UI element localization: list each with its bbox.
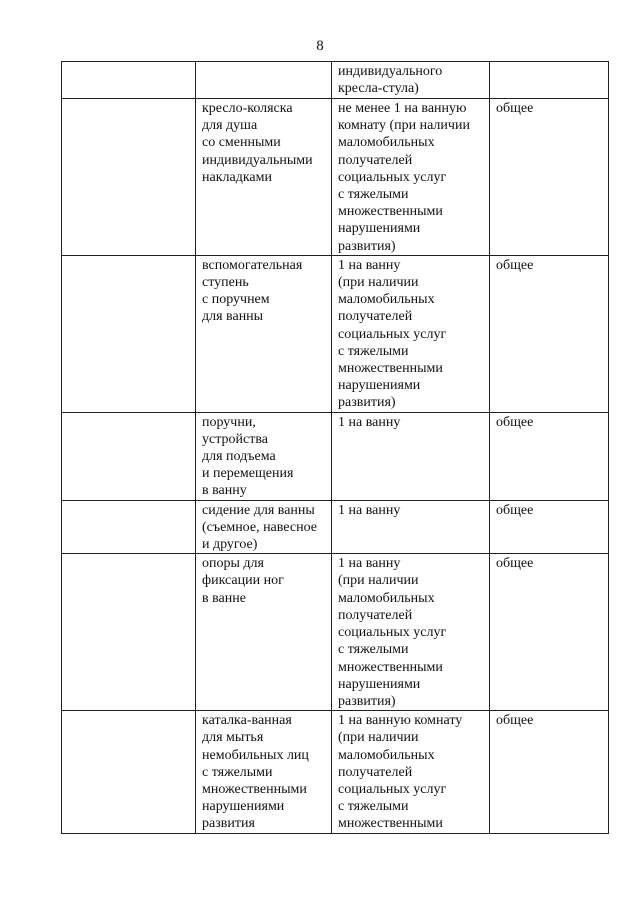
- table-row: [62, 255, 609, 412]
- table-cell-quantity: 1 на ванну: [332, 500, 490, 554]
- table-cell-item: [196, 62, 332, 99]
- equipment-table: [61, 61, 609, 834]
- table-cell-empty: [62, 554, 196, 711]
- table-cell-quantity: 1 на ванну: [332, 412, 490, 500]
- table-cell-empty: [62, 255, 196, 412]
- table-cell-type: общее: [490, 554, 609, 711]
- table-row: [62, 500, 609, 554]
- table-cell-quantity: 1 на ванную комнату (при наличии маломобильных получателей социальных услуг с тяжелыми множественными: [332, 711, 490, 833]
- table-cell-empty: [62, 62, 196, 99]
- page-number: 8: [316, 38, 324, 54]
- table-row: [62, 711, 609, 833]
- table-cell-quantity: индивидуального кресла-стула): [332, 62, 490, 99]
- table-cell-item: каталка-ванная для мытья немобильных лиц с тяжелыми множественными нарушениями развития: [196, 711, 332, 833]
- table-row: [62, 412, 609, 500]
- table-row: [62, 62, 609, 99]
- table-cell-item: вспомогательная ступень с поручнем для ванны: [196, 255, 332, 412]
- table-cell-type: общее: [490, 99, 609, 256]
- table-cell-item: кресло-коляска для душа со сменными индивидуальными накладками: [196, 99, 332, 256]
- table-cell-type: общее: [490, 500, 609, 554]
- table-cell-empty: [62, 99, 196, 256]
- table-cell-item: сидение для ванны (съемное, навесное и другое): [196, 500, 332, 554]
- table-cell-quantity: 1 на ванну (при наличии маломобильных получателей социальных услуг с тяжелыми множественными нарушениями развития): [332, 554, 490, 711]
- table-cell-item: поручни, устройства для подъема и перемещения в ванну: [196, 412, 332, 500]
- table-cell-empty: [62, 412, 196, 500]
- table-row: [62, 99, 609, 256]
- table-cell-type: [490, 62, 609, 99]
- table-cell-empty: [62, 500, 196, 554]
- table-cell-quantity: 1 на ванну (при наличии маломобильных получателей социальных услуг с тяжелыми множественными нарушениями развития): [332, 255, 490, 412]
- table-cell-type: общее: [490, 711, 609, 833]
- table-cell-type: общее: [490, 412, 609, 500]
- table-cell-quantity: не менее 1 на ванную комнату (при наличии маломобильных получателей социальных услуг с тяжелыми множественными нарушениями развития): [332, 99, 490, 256]
- table-cell-item: опоры для фиксации ног в ванне: [196, 554, 332, 711]
- table-cell-empty: [62, 711, 196, 833]
- table-cell-type: общее: [490, 255, 609, 412]
- table-row: [62, 554, 609, 711]
